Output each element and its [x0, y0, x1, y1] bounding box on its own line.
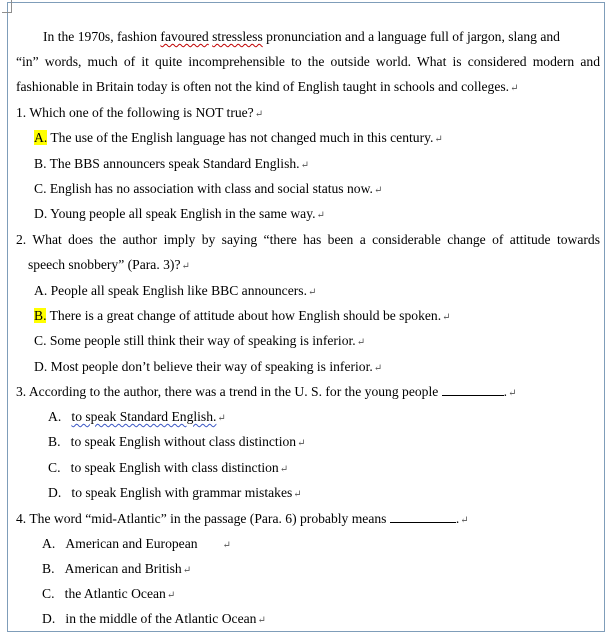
question-3-stem: 3. According to the author, there was a trend in the U. S. for the young people .↵: [16, 384, 517, 399]
question-1-option-a: A. The use of the English language has not changed much in this century.↵: [34, 130, 443, 145]
question-1-option-c: C. English has no association with class and social status now.↵: [34, 181, 383, 196]
question-1-option-b: B. The BBS announcers speak Standard English.↵: [34, 156, 309, 171]
answer-blank: [442, 383, 504, 396]
question-3-option-a: A. to speak Standard English.↵: [48, 409, 226, 424]
answer-highlight: A.: [34, 130, 48, 145]
question-1-stem: 1. Which one of the following is NOT true?↵: [16, 105, 264, 120]
question-2-option-a: A. People all speak English like BBC announcers.↵: [34, 283, 317, 298]
question-3-option-b: B. to speak English without class distinction↵: [48, 434, 306, 449]
margin-corner-mark: [2, 0, 12, 13]
question-2-stem: 2. What does the author imply by saying “there has been a considerable change of attitude towards: [16, 232, 600, 247]
paragraph-mark: ↵: [510, 83, 519, 94]
question-4-option-d: D. in the middle of the Atlantic Ocean↵: [42, 611, 266, 626]
question-1-option-d: D. Young people all speak English in the same way.↵: [34, 206, 325, 221]
answer-highlight: B.: [34, 308, 47, 323]
question-4-option-a: A. American and European ↵: [42, 536, 231, 551]
question-4-option-c: C. the Atlantic Ocean↵: [42, 586, 176, 601]
answer-blank: [390, 510, 456, 523]
question-3-option-c: C. to speak English with class distinction↵: [48, 460, 289, 475]
question-4-option-b: B. American and British↵: [42, 561, 192, 576]
passage-line-2: “in” words, much of it quite incomprehensible to the outside world. What is considered modern and: [16, 54, 600, 69]
passage-text: In the 1970s, fashion: [43, 29, 161, 44]
passage-text: pronunciation and a language full of jargon, slang and: [262, 29, 560, 44]
question-2-option-c: C. Some people still think their way of speaking is inferior.↵: [34, 333, 366, 348]
passage-line-1: [43, 28, 560, 45]
question-2-stem-cont: speech snobbery” (Para. 3)?↵: [28, 257, 190, 272]
question-2-option-b: B. There is a great change of attitude about how English should be spoken.↵: [34, 308, 451, 323]
question-4-stem: 4. The word “mid-Atlantic” in the passage (Para. 6) probably means .↵: [16, 511, 469, 526]
question-3-option-d: D. to speak English with grammar mistakes↵: [48, 485, 302, 500]
spelling-flagged-word: favoured: [160, 29, 209, 44]
question-2-option-d: D. Most people don’t believe their way of speaking is inferior.↵: [34, 359, 383, 374]
passage-line-3: fashionable in Britain today is often not the kind of English taught in schools and colleges.↵: [16, 79, 519, 94]
spelling-flagged-word: stressless: [212, 29, 263, 44]
